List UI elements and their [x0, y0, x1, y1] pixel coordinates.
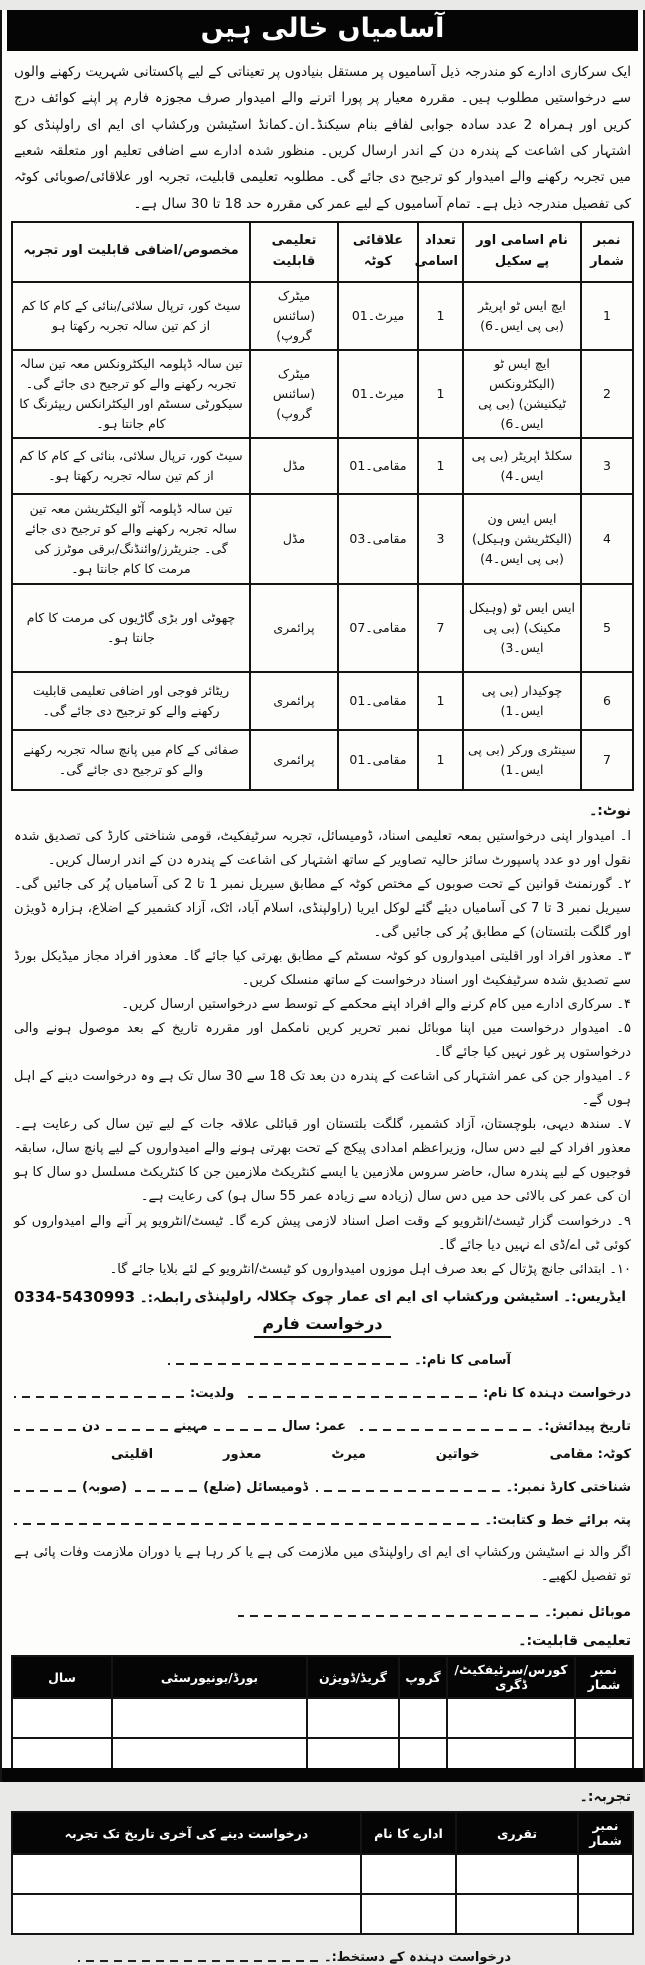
cell-count: 3: [418, 494, 463, 584]
age-years-label: عمر: سال: [281, 1418, 347, 1434]
cell-count: 1: [418, 672, 463, 730]
cell-education: پرائمری: [250, 730, 338, 790]
field-position-name: [14, 1348, 631, 1368]
cell-position-name: ایچ ایس ٹو اپریٹر (بی پی ایس۔6): [463, 282, 581, 350]
father-name-blank: [14, 1388, 184, 1401]
field-postal-address: [14, 1508, 631, 1528]
field-mobile: [14, 1600, 631, 1620]
note-item: ۱۰۔ ابتدائی جانچ پڑتال کے بعد صرف اہل موزوں امیدواروں کو ٹیسٹ/انٹرویو کے لئے بلایا جائے گا۔: [109, 1261, 631, 1277]
cell-specific: سیٹ کور، ترپال سلائی/بنائی کے کام کا کم از کم تین سالہ تجربہ رکھتا ہو: [12, 282, 250, 350]
postal-address-label: پتہ برائے خط و کتابت:۔: [484, 1512, 631, 1528]
domicile-blank: [135, 1482, 197, 1495]
table-row: [12, 1698, 633, 1738]
table-cell-empty: [578, 1854, 633, 1894]
cell-specific: تین سالہ ڈپلومہ آٹو الیکٹریشن معہ تین سالہ تجربہ رکھنے والے کو ترجیح دی جائے گی۔ جنریٹرز/وائنڈنگ/برقی موٹرز کی مرمت کا کام جانتا ہو۔: [12, 494, 250, 584]
signature-label: درخواست دہندہ کے دستخط:۔: [323, 1950, 511, 1965]
father-name-label: ولدیت:: [190, 1385, 235, 1401]
cell-quota: میرٹ۔01: [338, 282, 418, 350]
ad-title: آسامیاں خالی ہیں: [200, 13, 445, 44]
exp-header-duration: درخواست دینے کی آخری تاریخ تک تجربہ: [12, 1812, 361, 1854]
cell-quota: مقامی۔03: [338, 494, 418, 584]
header-quota: علاقائی کوٹہ: [338, 222, 418, 282]
header-position-name: نام اسامی اور پے سکیل: [463, 222, 581, 282]
edu-header-serial: نمبر شمار: [575, 1656, 633, 1698]
table-row: [12, 282, 633, 350]
quota-option: خواتین: [435, 1446, 480, 1462]
intro-paragraph: ایک سرکاری ادارے کو مندرجہ ذیل آسامیوں پر مستقل بنیادوں پر تعیناتی کے لیے پاکستانی شہریت رکھنے والوں سے درخواستیں مطلوب ہیں۔ مقررہ معیار پر پورا اترنے والے امیدوار صرف مجوزہ فارم پر اپنے کوائف درج کریں اور ہمراہ 2 عدد سادہ جوابی لفافے بنام سیکنڈ۔ان۔کمانڈ اسٹیشن ورکشاپ ای ایم ای راولپنڈی کو اشتہار کی اشاعت کے پندرہ دن کے اندر ارسال کریں۔ منظور شدہ ادارے سے اضافی تعلیم اور متعلقہ شعبے میں تجربہ رکھنے والے امیدوار کو ترجیح دی جائے گی۔ مطلوبہ تعلیمی قابلیت، تجربہ اور علاقائی/صوبائی کوٹہ کی تفصیل مندرجہ ذیل ہے۔ تمام آسامیوں کے لیے عمر کی مقررہ حد 18 تا 30 سال ہے۔: [14, 64, 631, 212]
cell-specific: چھوٹی اور بڑی گاڑیوں کی مرمت کا کام جانتا ہو۔: [12, 584, 250, 672]
experience-table-header-row: [12, 1812, 633, 1854]
form-title-wrap: [2, 1314, 643, 1338]
table-row: [12, 438, 633, 494]
cell-serial: 2: [581, 350, 633, 438]
cell-position-name: چوکیدار (بی پی ایس۔1): [463, 672, 581, 730]
age-years-blank: [214, 1421, 276, 1434]
cell-serial: 6: [581, 672, 633, 730]
cell-quota: مقامی۔07: [338, 584, 418, 672]
cell-count: 1: [418, 730, 463, 790]
position-name-blank: [168, 1355, 408, 1368]
table-row: [12, 350, 633, 438]
table-row: [12, 1894, 633, 1934]
cell-education: میٹرک (سائنس گروپ): [250, 350, 338, 438]
quota-option: معذور: [223, 1446, 262, 1462]
address-value: اسٹیشن ورکشاپ ای ایم ای عمار چوک چکلالہ راولپنڈی: [194, 1288, 559, 1305]
province-blank: [14, 1482, 76, 1495]
cell-specific: ریٹائر فوجی اور اضافی تعلیمی قابلیت رکھنے والے کو ترجیح دی جائے گی۔: [12, 672, 250, 730]
position-name-label: آسامی کا نام:۔: [414, 1352, 511, 1368]
note-item: ۴۔ سرکاری ادارے میں کام کرنے والے افراد اپنے محکمے کے توسط سے درخواستیں ارسال کریں۔: [121, 997, 631, 1013]
cell-count: 1: [418, 282, 463, 350]
header-serial: نمبر شمار: [581, 222, 633, 282]
phone-number: 0334-5430993: [14, 1287, 136, 1306]
field-dob-age: [14, 1414, 631, 1434]
cell-education: پرائمری: [250, 672, 338, 730]
note-item: ۵۔ امیدوار درخواست میں اپنا موبائل نمبر تحریر کریں نامکمل اور مقررہ تاریخ کے بعد موصول ہونے والی درخواستوں پر غور نہیں کیا جائے گا۔: [14, 1021, 631, 1061]
contact-text: [14, 1288, 192, 1306]
dob-label: تاریخ پیدائش:۔: [536, 1418, 631, 1434]
cell-education: مڈل: [250, 438, 338, 494]
education-table: [11, 1655, 634, 1779]
table-cell-empty: [12, 1854, 361, 1894]
note-item: ۲۔ گورنمنٹ قوانین کے تحت صوبوں کے مختص کوٹہ کے مطابق سیریل نمبر 1 تا 2 کی آسامیاں پُر کی جائیں گی۔ سیریل نمبر 3 تا 7 کی آسامیاں دیئے گئے لوکل ایریا (راولپنڈی، اسلام آباد، اٹک، آزاد کشمیر کے اضلاع، ہزارہ ڈویژن اور گلگت بلتستان) کے مطابق پُر کی جائیں گی۔: [14, 876, 632, 940]
father-employment-note: اگر والد نے اسٹیشن ورکشاپ ای ایم ای راولپنڈی میں ملازمت کی ہے یا کر رہا ہے یا دوران ملازمت وفات پائی ہے تو تفصیل لکھیے۔: [14, 1544, 631, 1585]
bottom-border-bar: [2, 1768, 643, 1782]
cell-serial: 3: [581, 438, 633, 494]
applicant-name-blank: [248, 1388, 477, 1401]
edu-header-year: سال: [12, 1656, 112, 1698]
cell-position-name: سینٹری ورکر (بی پی ایس۔1): [463, 730, 581, 790]
header-education: تعلیمی قابلیت: [250, 222, 338, 282]
cell-position-name: ایچ ایس ٹو (الیکٹرونکس ٹیکنیشن) (بی پی ایس۔6): [463, 350, 581, 438]
cell-specific: تین سالہ ڈپلومہ الیکٹرونکس معہ تین سالہ تجربہ رکھنے والے کو ترجیح دی جائے گی۔ سیکورٹی سسٹم اور الیکٹرانکس ریپئرنگ کا کام جانتا ہو۔: [12, 350, 250, 438]
education-section-label: تعلیمی قابلیت:۔: [518, 1633, 631, 1650]
cell-quota: مقامی۔01: [338, 438, 418, 494]
edu-header-grade: گریڈ/ڈویژن: [307, 1656, 399, 1698]
cell-specific: سیٹ کور، ترپال سلائی، بنائی کے کام کا کم از کم تین سالہ تجربہ رکھتا ہو۔: [12, 438, 250, 494]
experience-section-label: تجربہ:۔: [579, 1789, 631, 1806]
field-cnic-domicile: [14, 1475, 631, 1495]
cell-education: میٹرک (سائنس گروپ): [250, 282, 338, 350]
cell-quota: مقامی۔01: [338, 672, 418, 730]
header-count: تعداد اسامی: [418, 222, 463, 282]
notes-section: [14, 799, 631, 1282]
table-row: [12, 730, 633, 790]
quota-option: میرٹ: [331, 1446, 366, 1462]
header-specific-qualification: مخصوص/اضافی قابلیت اور تجربہ: [12, 222, 250, 282]
cell-count: 7: [418, 584, 463, 672]
edu-header-group: گروپ: [399, 1656, 447, 1698]
note-item: ۹۔ درخواست گزار ٹیسٹ/انٹرویو کے وقت اصل اسناد لازمی پیش کرے گا۔ ٹیسٹ/انٹرویو پر آنے والے امیدواروں کو کوئی ٹی اے/ڈی اے نہیں دیا جائے گا۔: [14, 1213, 631, 1253]
exp-header-appointment: تقرری: [456, 1812, 578, 1854]
table-cell-empty: [12, 1894, 361, 1934]
contact-label: رابطہ:۔: [139, 1289, 192, 1306]
table-row: [12, 1854, 633, 1894]
quota-label: کوٹہ: مقامی: [549, 1446, 631, 1462]
note-item: ۷۔ سندھ دیہی، بلوچستان، آزاد کشمیر، گلگت بلتستان اور قبائلی علاقہ جات کے لیے تین سال کی رعایت ہے۔ معذور افراد کے لیے دس سال، وزیراعظم امدادی پیکج کے تحت بھرتی ہونے والے امیدواروں کے لیے پانچ سال، سابقہ فوجیوں کے لیے پندرہ سال، حاضر سروس ملازمین یا ایسے کنٹریکٹ ملازمین جن کا کنٹریکٹ مسلسل دو سال کا ہو ان کی عمر کی بالائی حد میں دس سال (زیادہ سے زیادہ عمر 55 سال ہو) کی رعایت ہے۔: [14, 1117, 631, 1205]
table-cell-empty: [399, 1698, 447, 1738]
mobile-blank: [238, 1607, 538, 1620]
cnic-blank: [316, 1482, 500, 1495]
cell-education: پرائمری: [250, 584, 338, 672]
applicant-name-label: درخواست دہندہ کا نام:: [483, 1385, 631, 1401]
table-row: [12, 584, 633, 672]
note-item: ۳۔ معذور افراد اور اقلیتی امیدواروں کو کوٹہ سسٹم کے مطابق بھرتی کیا جائے گا۔ معذور افراد مجاز میڈیکل بورڈ سے تصدیق شدہ سرٹیفکیٹ اور اسناد درخواست کے ساتھ منسلک کریں۔: [14, 949, 631, 989]
field-applicant-name: [14, 1381, 631, 1401]
table-cell-empty: [307, 1698, 399, 1738]
table-cell-empty: [456, 1854, 578, 1894]
edu-header-course: کورس/سرٹیفکیٹ/ڈگری: [447, 1656, 575, 1698]
table-cell-empty: [12, 1698, 112, 1738]
ad-title-bar: [7, 10, 638, 51]
signature-blank: [78, 1952, 318, 1965]
table-cell-empty: [361, 1894, 456, 1934]
newspaper-ad-page: [0, 10, 645, 1965]
cell-serial: 4: [581, 494, 633, 584]
cell-position-name: ایس ایس ون (الیکٹریشن وہیکل) (بی پی ایس۔4): [463, 494, 581, 584]
table-cell-empty: [456, 1894, 578, 1934]
education-table-header-row: [12, 1656, 633, 1698]
address-text: [192, 1289, 629, 1305]
cell-specific: صفائی کے کام میں پانچ سالہ تجربہ رکھنے والے کو ترجیح دی جائے گی۔: [12, 730, 250, 790]
edu-header-board: بورڈ/یونیورسٹی: [112, 1656, 307, 1698]
jobs-table: [11, 221, 634, 791]
age-months-label: مہینے: [173, 1418, 208, 1434]
cell-position-name: سکلڈ اپریٹر (بی پی ایس۔4): [463, 438, 581, 494]
table-cell-empty: [447, 1698, 575, 1738]
cell-quota: مقامی۔01: [338, 730, 418, 790]
age-months-blank: [106, 1421, 168, 1434]
age-days-blank: [14, 1421, 76, 1434]
dob-blank: [360, 1421, 531, 1434]
table-cell-empty: [575, 1698, 633, 1738]
cnic-label: شناختی کارڈ نمبر:۔: [505, 1479, 631, 1495]
field-signature: [14, 1945, 631, 1965]
exp-header-serial: نمبر شمار: [578, 1812, 633, 1854]
form-title: درخواست فارم: [254, 1314, 390, 1338]
jobs-table-header-row: [12, 222, 633, 282]
cell-position-name: ایس ایس ٹو (وہیکل مکینک) (بی پی ایس۔3): [463, 584, 581, 672]
table-cell-empty: [578, 1894, 633, 1934]
table-row: [12, 672, 633, 730]
note-item: ۶۔ امیدوار جن کی عمر اشتہار کی اشاعت کے پندرہ دن بعد تک 18 سے 30 سال تک ہے وہ درخواست دینے کے اہل ہوں گے۔: [14, 1069, 631, 1109]
address-row: [14, 1288, 629, 1306]
cell-serial: 5: [581, 584, 633, 672]
table-cell-empty: [361, 1854, 456, 1894]
cell-count: 1: [418, 350, 463, 438]
table-cell-empty: [112, 1698, 307, 1738]
cell-education: مڈل: [250, 494, 338, 584]
table-row: [12, 494, 633, 584]
cell-count: 1: [418, 438, 463, 494]
domicile-label: ڈومیسائل (ضلع): [203, 1479, 309, 1495]
exp-header-organization: ادارے کا نام: [361, 1812, 456, 1854]
address-label: ایڈریس:۔: [563, 1288, 627, 1305]
cell-serial: 1: [581, 282, 633, 350]
notes-label: نوٹ:۔: [589, 802, 631, 819]
cell-serial: 7: [581, 730, 633, 790]
postal-address-blank: [14, 1515, 479, 1528]
quota-option: اقلیتی: [111, 1446, 154, 1462]
mobile-label: موبائل نمبر:۔: [544, 1605, 631, 1621]
field-quota: [111, 1447, 631, 1462]
province-label: (صوبہ): [82, 1479, 128, 1495]
note-item: ا۔ امیدوار اپنی درخواستیں بمعہ تعلیمی اسناد، ڈومیسائل، تجربہ سرٹیفکیٹ، قومی شناختی کارڈ کی تصدیق شدہ نقول اور دو عدد پاسپورٹ سائز حالیہ تصاویر کے ساتھ اشتہار کی اشاعت کے پندرہ دن کے اندر ارسال کریں۔: [14, 828, 631, 868]
age-days-label: دن: [82, 1418, 100, 1434]
cell-quota: میرٹ۔01: [338, 350, 418, 438]
experience-table: [11, 1811, 634, 1935]
